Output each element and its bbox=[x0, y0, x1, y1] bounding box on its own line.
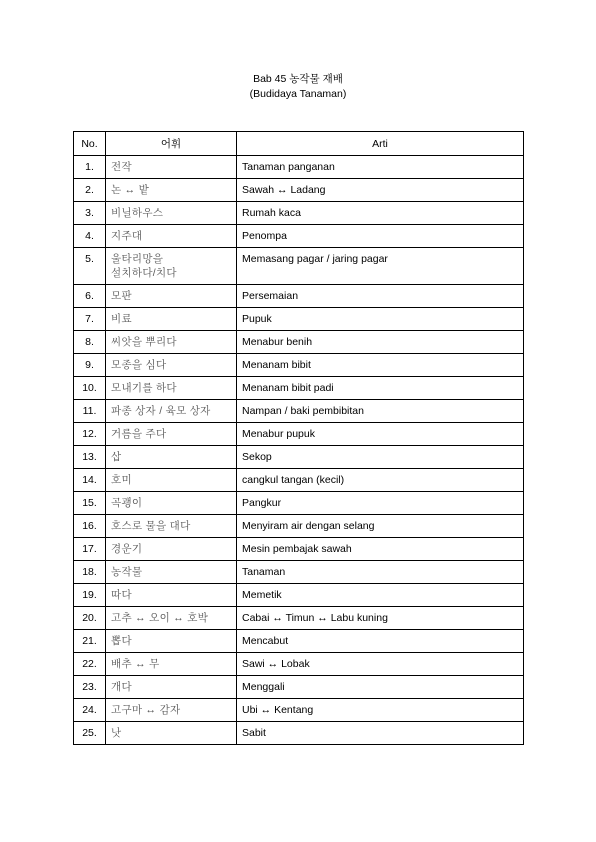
row-vocab: 개다 bbox=[106, 676, 237, 699]
row-number: 16. bbox=[74, 515, 106, 538]
row-number: 12. bbox=[74, 423, 106, 446]
row-vocab: 모종을 심다 bbox=[106, 354, 237, 377]
row-vocab: 지주대 bbox=[106, 225, 237, 248]
row-vocab: 호스로 물을 대다 bbox=[106, 515, 237, 538]
row-number: 22. bbox=[74, 653, 106, 676]
table-row bbox=[74, 179, 524, 202]
row-number: 3. bbox=[74, 202, 106, 225]
row-number: 13. bbox=[74, 446, 106, 469]
row-vocab: 거름을 주다 bbox=[106, 423, 237, 446]
row-meaning: Sawah ↔ Ladang bbox=[237, 179, 524, 202]
table-row bbox=[74, 446, 524, 469]
row-meaning: Penompa bbox=[237, 225, 524, 248]
row-vocab: 모내기를 하다 bbox=[106, 377, 237, 400]
table-row bbox=[74, 377, 524, 400]
table-row bbox=[74, 156, 524, 179]
table-row bbox=[74, 354, 524, 377]
row-meaning: Menanam bibit bbox=[237, 354, 524, 377]
row-number: 18. bbox=[74, 561, 106, 584]
row-vocab: 울타리망을 설치하다/치다 bbox=[106, 248, 237, 285]
table-row bbox=[74, 225, 524, 248]
row-meaning: Cabai ↔ Timun ↔ Labu kuning bbox=[237, 607, 524, 630]
row-meaning: Sawi ↔ Lobak bbox=[237, 653, 524, 676]
table-header-row bbox=[74, 132, 524, 156]
table-row bbox=[74, 423, 524, 446]
row-number: 25. bbox=[74, 722, 106, 745]
table-row bbox=[74, 699, 524, 722]
row-vocab: 뽑다 bbox=[106, 630, 237, 653]
row-vocab: 씨앗을 뿌리다 bbox=[106, 331, 237, 354]
row-meaning: Rumah kaca bbox=[237, 202, 524, 225]
row-vocab: 비료 bbox=[106, 308, 237, 331]
row-vocab: 배추 ↔ 무 bbox=[106, 653, 237, 676]
row-number: 10. bbox=[74, 377, 106, 400]
row-meaning: Nampan / baki pembibitan bbox=[237, 400, 524, 423]
table-row bbox=[74, 630, 524, 653]
row-number: 20. bbox=[74, 607, 106, 630]
row-number: 1. bbox=[74, 156, 106, 179]
row-vocab: 고구마 ↔ 감자 bbox=[106, 699, 237, 722]
row-number: 19. bbox=[74, 584, 106, 607]
table-row bbox=[74, 285, 524, 308]
table-row bbox=[74, 607, 524, 630]
header-meaning: Arti bbox=[237, 132, 524, 156]
table-row bbox=[74, 653, 524, 676]
row-number: 7. bbox=[74, 308, 106, 331]
table-row bbox=[74, 248, 524, 285]
row-vocab: 곡괭이 bbox=[106, 492, 237, 515]
row-number: 2. bbox=[74, 179, 106, 202]
table-row bbox=[74, 538, 524, 561]
row-vocab: 호미 bbox=[106, 469, 237, 492]
table-row bbox=[74, 722, 524, 745]
row-meaning: Menabur pupuk bbox=[237, 423, 524, 446]
row-vocab: 낫 bbox=[106, 722, 237, 745]
table-row bbox=[74, 584, 524, 607]
row-number: 8. bbox=[74, 331, 106, 354]
title-line-1: Bab 45 농작물 재배 bbox=[253, 73, 343, 85]
row-vocab: 삽 bbox=[106, 446, 237, 469]
row-meaning: cangkul tangan (kecil) bbox=[237, 469, 524, 492]
row-vocab: 고추 ↔ 오이 ↔ 호박 bbox=[106, 607, 237, 630]
row-number: 17. bbox=[74, 538, 106, 561]
row-meaning: Memetik bbox=[237, 584, 524, 607]
row-number: 4. bbox=[74, 225, 106, 248]
table-row bbox=[74, 400, 524, 423]
row-vocab: 농작물 bbox=[106, 561, 237, 584]
row-vocab: 따다 bbox=[106, 584, 237, 607]
row-meaning: Menyiram air dengan selang bbox=[237, 515, 524, 538]
row-meaning: Mesin pembajak sawah bbox=[237, 538, 524, 561]
table-row bbox=[74, 676, 524, 699]
row-vocab: 경운기 bbox=[106, 538, 237, 561]
header-no: No. bbox=[74, 132, 106, 156]
table-row bbox=[74, 515, 524, 538]
row-vocab: 논 ↔ 밭 bbox=[106, 179, 237, 202]
row-meaning: Ubi ↔ Kentang bbox=[237, 699, 524, 722]
row-meaning: Menggali bbox=[237, 676, 524, 699]
row-vocab: 모판 bbox=[106, 285, 237, 308]
row-meaning: Tanaman bbox=[237, 561, 524, 584]
row-number: 6. bbox=[74, 285, 106, 308]
row-vocab: 파종 상자 / 육모 상자 bbox=[106, 400, 237, 423]
header-vocab: 어휘 bbox=[106, 132, 237, 156]
table-row bbox=[74, 308, 524, 331]
row-meaning: Tanaman panganan bbox=[237, 156, 524, 179]
row-meaning: Sekop bbox=[237, 446, 524, 469]
vocabulary-table bbox=[73, 131, 524, 745]
row-number: 23. bbox=[74, 676, 106, 699]
page-title bbox=[0, 72, 596, 102]
table-row bbox=[74, 202, 524, 225]
row-vocab: 비닐하우스 bbox=[106, 202, 237, 225]
row-number: 9. bbox=[74, 354, 106, 377]
row-number: 15. bbox=[74, 492, 106, 515]
row-meaning: Pupuk bbox=[237, 308, 524, 331]
row-meaning: Menabur benih bbox=[237, 331, 524, 354]
row-meaning: Menanam bibit padi bbox=[237, 377, 524, 400]
row-meaning: Mencabut bbox=[237, 630, 524, 653]
table-row bbox=[74, 469, 524, 492]
row-meaning: Sabit bbox=[237, 722, 524, 745]
table-row bbox=[74, 492, 524, 515]
row-number: 14. bbox=[74, 469, 106, 492]
row-number: 5. bbox=[74, 248, 106, 285]
title-line-2: (Budidaya Tanaman) bbox=[249, 88, 347, 100]
row-number: 11. bbox=[74, 400, 106, 423]
row-meaning: Memasang pagar / jaring pagar bbox=[237, 248, 524, 285]
row-meaning: Persemaian bbox=[237, 285, 524, 308]
row-vocab: 전작 bbox=[106, 156, 237, 179]
table-row bbox=[74, 331, 524, 354]
table-row bbox=[74, 561, 524, 584]
row-number: 24. bbox=[74, 699, 106, 722]
row-number: 21. bbox=[74, 630, 106, 653]
row-meaning: Pangkur bbox=[237, 492, 524, 515]
